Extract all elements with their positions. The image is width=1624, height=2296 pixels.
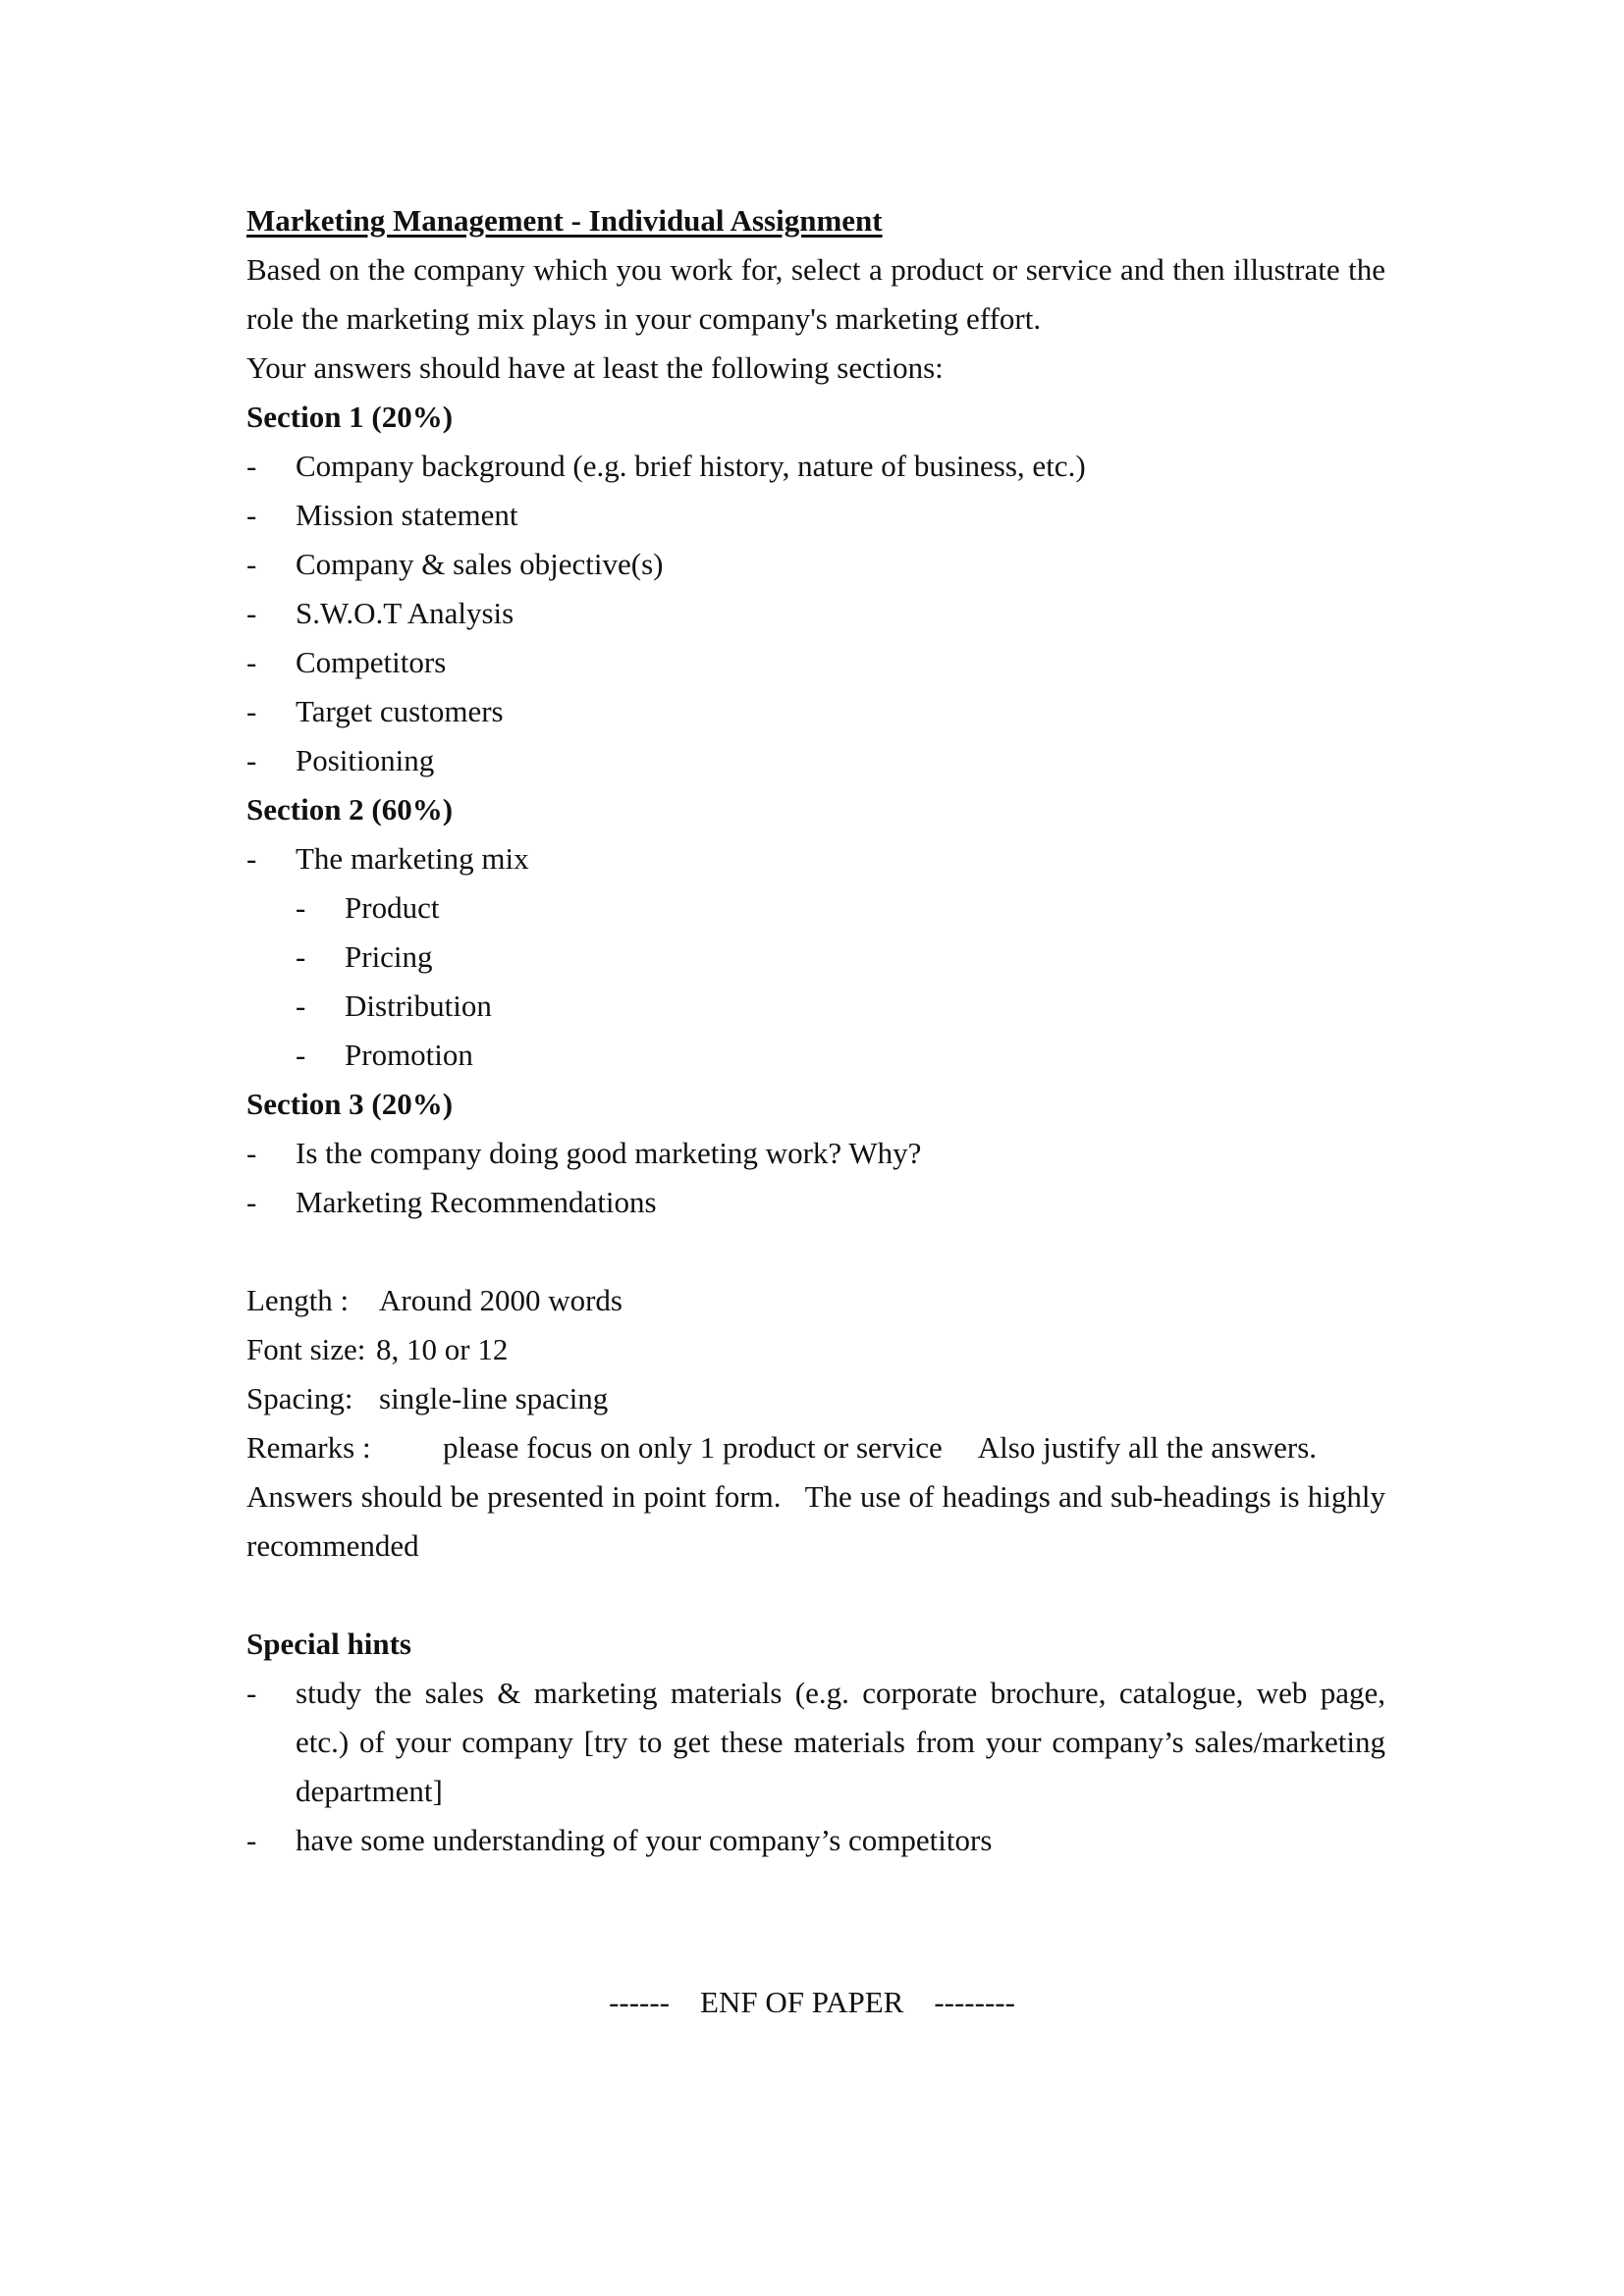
sections-intro: Your answers should have at least the following sections: — [246, 350, 944, 385]
dash-bullet: - — [246, 596, 257, 630]
dash-bullet: - — [246, 1676, 257, 1710]
dash-bullet: - — [296, 939, 306, 974]
dash-bullet: - — [296, 890, 306, 925]
dash-bullet: - — [246, 743, 257, 777]
list-item: - The marketing mix — [246, 834, 1385, 883]
list-item: - study the sales & marketing materials (e.g. corporate brochure, catalogue, web page, etc.) of your company [try to get these materials from your company’s sales/marketing department] — [246, 1669, 1385, 1816]
length-row — [246, 1276, 1385, 1325]
document-title: Marketing Management - Individual Assignment — [246, 203, 883, 238]
sub-list-item: - Promotion — [296, 1031, 1385, 1080]
dash-bullet: - — [246, 841, 257, 876]
dash-bullet: - — [246, 694, 257, 728]
section-2-heading: Section 2 (60%) — [246, 792, 454, 827]
spacer — [246, 1571, 1385, 1620]
dash-bullet: - — [246, 1185, 257, 1219]
font-size-value: 8, 10 or 12 — [376, 1332, 509, 1366]
sub-list-item: - Product — [296, 883, 1385, 933]
font-size-row — [246, 1325, 1385, 1374]
spacing-label: Spacing: — [246, 1381, 353, 1415]
list-item: - S.W.O.T Analysis — [246, 589, 1385, 638]
list-item: - Mission statement — [246, 491, 1385, 540]
section-3-heading: Section 3 (20%) — [246, 1087, 454, 1121]
document-page — [246, 196, 1393, 1865]
list-item: - Company & sales objective(s) — [246, 540, 1385, 589]
list-item: - Marketing Recommendations — [246, 1178, 1385, 1227]
sub-list-item: - Distribution — [296, 982, 1385, 1031]
intro-paragraph: Based on the company which you work for, select a product or service and then illustrate the role the marketing mix plays in your company's marketing effort. — [246, 252, 1385, 336]
dash-bullet: - — [246, 449, 257, 483]
remarks-row — [246, 1423, 1385, 1472]
spacing-value: single-line spacing — [379, 1381, 609, 1415]
length-value: Around 2000 words — [379, 1283, 623, 1317]
remarks-label: Remarks : — [246, 1430, 371, 1465]
list-item: - Company background (e.g. brief history, nature of business, etc.) — [246, 442, 1385, 491]
length-label: Length : — [246, 1283, 350, 1317]
list-item: - Competitors — [246, 638, 1385, 687]
dash-bullet: - — [246, 645, 257, 679]
remarks-continuation: Answers should be presented in point form. The use of headings and sub-headings is highly recommended — [246, 1479, 1393, 1563]
special-hints-heading: Special hints — [246, 1627, 411, 1661]
list-item: - Target customers — [246, 687, 1385, 736]
list-item: - Positioning — [246, 736, 1385, 785]
dash-bullet: - — [246, 1136, 257, 1170]
remarks-value: please focus on only 1 product or service Also justify all the answers. — [443, 1430, 1318, 1465]
sub-list-item: - Pricing — [296, 933, 1385, 982]
spacing-row — [246, 1374, 1385, 1423]
section-1-heading: Section 1 (20%) — [246, 400, 454, 434]
dash-bullet: - — [246, 498, 257, 532]
spacer — [246, 1227, 1385, 1276]
dash-bullet: - — [246, 547, 257, 581]
list-item: - have some understanding of your company’s competitors — [246, 1816, 1385, 1865]
font-size-label: Font size: — [246, 1332, 366, 1366]
dash-bullet: - — [246, 1823, 257, 1857]
dash-bullet: - — [296, 1038, 306, 1072]
end-of-paper-footer: ------ ENF OF PAPER -------- — [609, 1985, 1015, 2019]
list-item: - Is the company doing good marketing work? Why? — [246, 1129, 1385, 1178]
dash-bullet: - — [296, 988, 306, 1023]
